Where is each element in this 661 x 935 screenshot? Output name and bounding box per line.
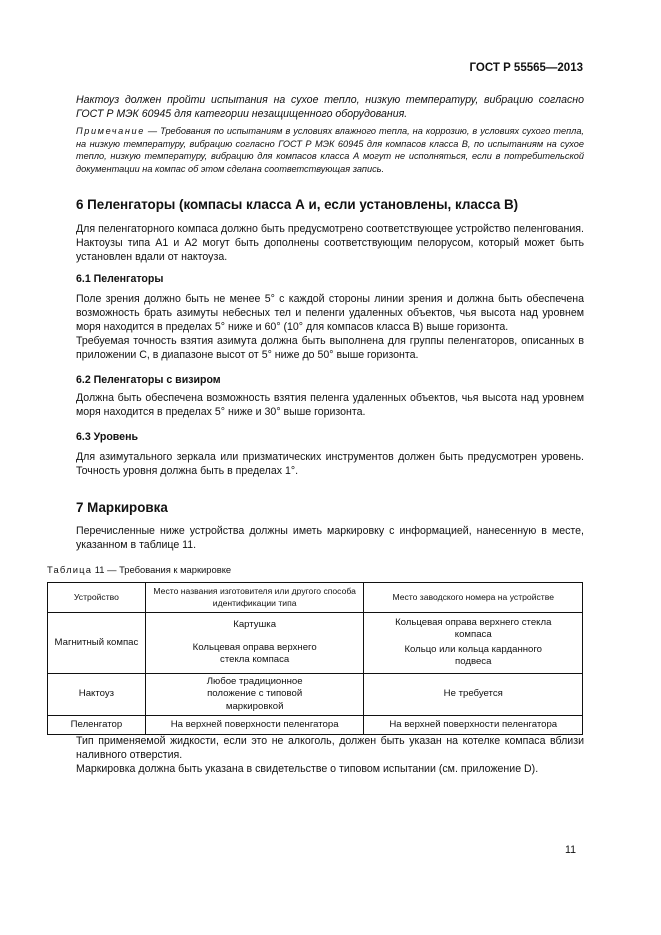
table-cell: На верхней поверхности пеленгатора xyxy=(145,716,364,735)
table-cell-line: Кольцевая оправа верхнего стекла компаса xyxy=(395,617,552,641)
table-header-row xyxy=(48,583,583,613)
subsection-6-1-paragraph-1: Поле зрения должно быть не менее 5° с каждой стороны линии зрения и должна быть обеспечена возможность брать азимуты небесных тел и пеленги удаленных объектов, чья высота над уровнем моря находится в пределах 5° ниже и 60° (10° для компасов класса В) выше горизонта. xyxy=(76,293,584,334)
table-cell xyxy=(145,612,364,673)
intro-note xyxy=(76,125,584,175)
after-table-paragraph-1: Тип применяемой жидкости, если это не алкоголь, должен быть указан на котелке компаса вблизи наливного отверстия. xyxy=(76,735,584,762)
subsection-6-2-paragraph: Должна быть обеспечена возможность взятия пеленга удаленных объектов, чья высота над уровнем моря находится в пределах 5° ниже и 30° выше горизонта. xyxy=(76,392,584,419)
table-cell: Любое традиционное положение с типовой маркировкой xyxy=(145,673,364,715)
table-row xyxy=(48,716,583,735)
note-text: — Требования по испытаниям в условиях влажного тепла, на коррозию, в условиях сухого тепла, на низкую температуру, вибрацию согласно ГОСТ Р МЭК 60945 для компасов класса B, по испытаниям на сухое тепло, низкую температуру, вибрацию для компасов класса А могут не исполняться, если в потребительской документации на компас об этом сделана соответствующая запись. xyxy=(76,126,584,174)
section-7-paragraph: Перечисленные ниже устройства должны иметь маркировку с информацией, нанесенную в месте, указанном в таблице 11. xyxy=(76,525,584,552)
section-7-title: 7 Маркировка xyxy=(76,500,168,515)
subsection-6-3-title: 6.3 Уровень xyxy=(76,431,138,443)
after-table-paragraph-2: Маркировка должна быть указана в свидетельстве о типовом испытании (см. приложение D). xyxy=(76,763,539,775)
table-header-cell: Место заводского номера на устройстве xyxy=(364,583,583,613)
table-caption-text: 11 — Требования к маркировке xyxy=(92,564,232,575)
table-cell-device: Магнитный компас xyxy=(48,612,146,673)
table-row xyxy=(48,612,583,673)
page-number: 11 xyxy=(565,844,576,856)
table-caption-label: Таблица xyxy=(47,564,93,575)
subsection-6-3-paragraph: Для азимутального зеркала или призматических инструментов должен быть предусмотрен уровень. Точность уровня должна быть в пределах 1°. xyxy=(76,451,584,478)
note-label: Примечание xyxy=(76,126,145,136)
intro-paragraph: Нактоуз должен пройти испытания на сухое тепло, низкую температуру, вибрацию согласно ГОСТ Р МЭК 60945 для категории незащищенного оборудования. xyxy=(76,94,584,121)
section-6-paragraph: Для пеленгаторного компаса должно быть предусмотрено соответствующее устройство пеленгования. Нактоузы типа А1 и А2 могут быть дополнены соответствующим пелорусом, который может быть установлен вдали от нактоуза. xyxy=(76,223,584,264)
table-caption xyxy=(47,564,555,575)
table-row xyxy=(48,673,583,715)
table-header-cell: Устройство xyxy=(48,583,146,613)
table-cell-device: Пеленгатор xyxy=(48,716,146,735)
table-cell-device: Нактоуз xyxy=(48,673,146,715)
table-header-cell: Место названия изготовителя или другого способа идентификации типа xyxy=(145,583,364,613)
table-cell: Не требуется xyxy=(364,673,583,715)
table-cell xyxy=(364,612,583,673)
table-cell: На верхней поверхности пеленгатора xyxy=(364,716,583,735)
subsection-6-1-title: 6.1 Пеленгаторы xyxy=(76,273,164,285)
section-6-title: 6 Пеленгаторы (компасы класса А и, если установлены, класса В) xyxy=(76,197,519,212)
subsection-6-1-paragraph-2: Требуемая точность взятия азимута должна быть выполнена для группы пеленгаторов, описанных в приложении С, в диапазоне высот от 5° ниже до 50° выше горизонта. xyxy=(76,335,584,362)
table-cell-line: Кольцевая оправа верхнего стекла компаса xyxy=(192,641,317,666)
table-cell-line: Кольцо или кольца карданного подвеса xyxy=(404,643,543,668)
subsection-6-2-title: 6.2 Пеленгаторы с визиром xyxy=(76,374,221,386)
document-header: ГОСТ Р 55565—2013 xyxy=(469,62,583,74)
table-cell-line: Картушка xyxy=(233,619,277,631)
marking-table xyxy=(47,582,583,735)
